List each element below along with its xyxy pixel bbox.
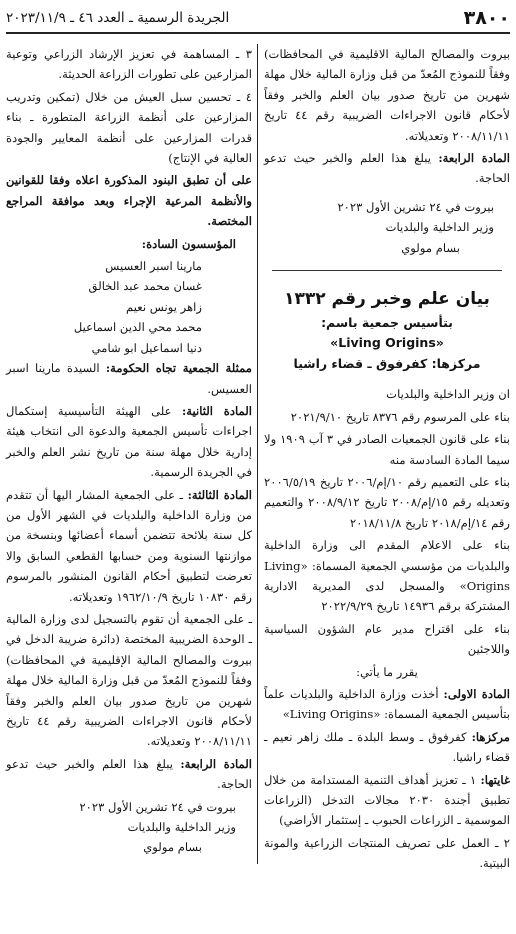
article-3-text: ـ على الجمعية المشار اليها أن تتقدم من وزارة الداخلية والبلديات في الشهر الأول من كل سنة بلائحة تتضمن أسماء أعضائها وبنسخة من موازنتها السنوية ومن حسابها القطعي السابق والا تعرضت لتطبيق أحكام القانون المنشور بالمرسوم رقم ١٠٨٣٠ تاريخ ١٩٦٢/١٠/٩ وتعديلاته. — [6, 487, 252, 604]
article-4-paragraph — [6, 754, 252, 795]
article-4-text: يبلغ هذا العلم والخبر حيث تدعو الحاجة. — [6, 756, 252, 792]
signature-name: بسام مولوي — [143, 840, 202, 855]
signature-name: بسام مولوي — [401, 240, 460, 255]
article-2-label: المادة الثانية: — [182, 403, 253, 418]
page-number: ٣٨٠٠ — [463, 6, 510, 29]
signature-date: بيروت في ٢٤ تشرين الأول ٢٠٢٣ — [337, 199, 494, 214]
section-divider — [272, 270, 502, 271]
founder-item: مارينا اسبر العسيس — [105, 259, 202, 274]
article-3-paragraph — [6, 485, 252, 607]
founder-item: دنيا اسماعيل ابو شامي — [91, 340, 202, 355]
article-2-text: على الهيئة التأسيسية إستكمال اجراءات تأسيس الجمعية والدعوة الى انتخاب هيئة إدارية خلال مهلة سنة من تاريخ نشر العلم والخبر في الجريدة الرسمية. — [6, 403, 252, 480]
founders-list — [6, 256, 252, 358]
right-column — [264, 44, 510, 876]
center-label: مركزها: — [471, 729, 511, 744]
goals-item-2: ٢ ـ العمل على تصريف المنتجات الزراعية والمونة البيتية. — [264, 835, 510, 871]
center-paragraph — [264, 727, 510, 768]
intro-line: ان وزير الداخلية والبلديات — [386, 387, 510, 402]
goal-4: ٤ ـ تحسين سبل العيش من خلال (تمكين وتدريب المزارعين على أنظمة الزراعة المتطورة ـ بناء قدرات المزارعين على أنظمة المعايير والجودة العالية في الإنتاج) — [6, 89, 252, 166]
compliance-notice: على أن تطبق البنود المذكورة اعلاه وفقا للقوانين والأنظمة المرعية الإجراء وبعد موافقة المراجع المختصة. — [6, 173, 252, 229]
signature-title: وزير الداخلية والبلديات — [385, 220, 494, 235]
decree-association-name: «Living Origins» — [330, 335, 444, 351]
article-1-paragraph — [264, 684, 510, 725]
legal-basis-4: بناء على الاعلام المقدم الى وزارة الداخلية والبلديات من مؤسسي الجمعية المسماة: «Living Origins» والمسجل لدى المديرية الادارية المشتركة برقم ١٤٩٣٦ تاريخ ٢٠٢٢/٩/٢٩ — [264, 538, 510, 614]
legal-basis-5: بناء على اقتراح مدير عام الشؤون السياسية واللاجئين — [264, 621, 510, 657]
article-2-paragraph — [6, 401, 252, 483]
decree-title: بيان علم وخبر رقم ١٣٣٢ — [284, 289, 490, 310]
article-1-text: أخذت وزارة الداخلية والبلديات علماً بتأسيس الجمعية المسماة: «Living Origins» — [264, 686, 510, 722]
goals-paragraph — [264, 770, 510, 831]
article-4-paragraph — [264, 148, 510, 189]
decree-location: مركزها: كفرفوق ـ قضاء راشيا — [293, 355, 481, 371]
goal-3: ٣ ـ المساهمة في تعزيز الإرشاد الزراعي وتوعية المزارعين على تطورات الزراعة الحديثة. — [6, 47, 252, 82]
page-header — [6, 4, 510, 34]
article-3-label: المادة الثالثة: — [187, 487, 253, 502]
article-4-label: المادة الرابعة: — [180, 756, 253, 771]
left-column — [6, 44, 252, 858]
founder-item: محمد محي الدين اسماعيل — [73, 320, 202, 335]
legal-basis-1: بناء على المرسوم رقم ٨٣٧٦ تاريخ ٢٠٢١/٩/١٠ — [290, 409, 510, 424]
article-3-paragraph-2: ـ على الجمعية أن تقوم بالتسجيل لدى وزارة المالية ـ الوحدة الضريبية المختصة (دائرة ضريبة الدخل في بيروت والمصالح المالية الإقليمية في المحافظات) وفقاً للنموذج المُعدّ من قبل وزارة المالية خلال مهلة شهرين من تاريخ صدور بيان العلم والخبر وفقاً لأحكام قانون الاجراءات الضريبية رقم ٤٤ تاريخ ٢٠٠٨/١١/١١ وتعديلاته. — [6, 611, 252, 749]
article-1-label: المادة الاولى: — [443, 686, 510, 701]
signature-date: بيروت في ٢٤ تشرين الأول ٢٠٢٣ — [79, 799, 236, 814]
decree-subject: بتأسيس جمعية باسم: — [321, 315, 453, 331]
representative-text: السيدة مارينا اسبر العسيس. — [6, 361, 252, 396]
article-4-text: يبلغ هذا العلم والخبر حيث تدعو الحاجة. — [264, 151, 510, 186]
center-text: كفرفوق ـ وسط البلدة ـ ملك زاهر نعيم ـ قضاء راشيا. — [264, 729, 510, 765]
founder-item: غسان محمد عبد الخالق — [88, 279, 202, 294]
legal-basis-2: بناء على قانون الجمعيات الصادر في ٣ آب ١٩٠٩ ولا سيما المادة السادسة منه — [264, 432, 510, 467]
article-4-label: المادة الرابعة: — [438, 151, 511, 166]
representative-label: ممثلة الجمعية تجاه الحكومة: — [105, 361, 252, 376]
signature-title: وزير الداخلية والبلديات — [127, 820, 236, 835]
continued-paragraph: بيروت والمصالح المالية الاقليمية في المحافظات) وفقاً للنموذج المُعدّ من قبل وزارة المالية خلال مهلة شهرين من تاريخ صدور بيان العلم والخبر وفقاً لأحكام قانون الاجراءات الضريبية رقم ٤٤ تاريخ ٢٠٠٨/١١/١١ وتعديلاته. — [264, 47, 510, 143]
founder-item: زاهر يونس نعيم — [126, 299, 202, 314]
founders-label: المؤسسون السادة: — [141, 236, 236, 251]
decides-line: يقرر ما يأتي: — [356, 664, 418, 679]
representative-paragraph — [6, 358, 252, 399]
legal-basis-3: بناء على التعميم رقم ١٠/إم/٢٠٠٦ تاريخ ٢٠٠٦/٥/١٩ وتعديله رقم ١٥/إم/٢٠٠٨ تاريخ ٢٠٠٨/٩/١٢ والتعميم رقم ١٤/إم/٢٠١٨ تاريخ ٢٠١٨/١١/٨ — [264, 474, 510, 530]
goals-item-1: ١ ـ تعزيز أهداف التنمية المستدامة من خلال تطبيق أجندة ٢٠٣٠ مجالات التدخل (الزراعات الموسمية ـ الزراعات الحبوب ـ إستثمار الأراضي) — [264, 772, 511, 828]
publication-info: الجريدة الرسمية ـ العدد ٤٦ ـ ٢٠٢٣/١١/٩ — [6, 9, 230, 26]
goals-label: غايتها: — [480, 772, 511, 787]
column-divider — [257, 44, 258, 864]
